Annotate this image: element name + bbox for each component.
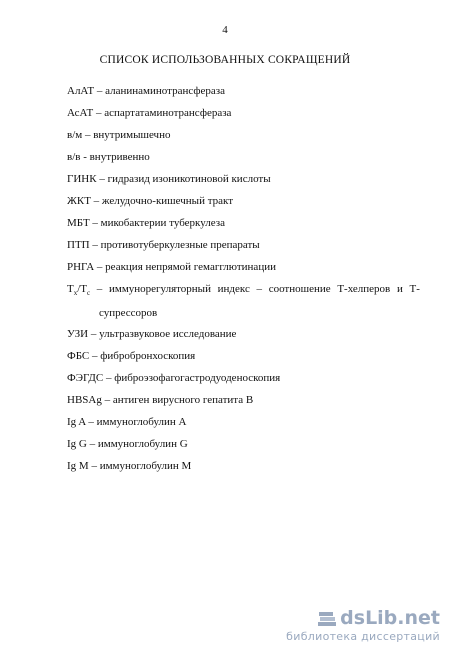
list-item — [67, 239, 427, 251]
definition-word: – — [256, 283, 263, 295]
abbreviation-term: Ig M — [67, 460, 89, 473]
definition-word: Т- — [409, 283, 420, 295]
abbreviation-definition: – аланинаминотрансфераза — [94, 85, 225, 97]
abbreviation-list — [67, 85, 427, 482]
definition-word: индекс — [217, 283, 250, 295]
abbreviation-entry-wrapped — [67, 283, 427, 319]
list-item — [67, 283, 427, 319]
abbreviation-definition: – ультразвуковое исследование — [88, 328, 237, 341]
watermark — [286, 608, 440, 643]
abbreviation-definition: - внутривенно — [80, 151, 150, 163]
term-separator: /Т — [77, 283, 88, 295]
list-item — [67, 350, 427, 362]
list-item — [67, 129, 427, 141]
abbreviation-line — [67, 283, 420, 299]
abbreviation-term: ПТП — [67, 239, 90, 251]
abbreviation-term: ФЭГДС — [67, 372, 104, 385]
term-letter: Т — [67, 283, 74, 295]
abbreviation-term: УЗИ — [67, 328, 89, 341]
definition-word: соотношение — [268, 283, 331, 295]
term-subscript: х — [73, 289, 78, 298]
abbreviation-term: ФБС — [67, 350, 90, 363]
abbreviation-term: в/м — [67, 129, 83, 141]
abbreviation-definition: – внутримышечно — [82, 129, 171, 141]
page-title: СПИСОК ИСПОЛЬЗОВАННЫХ СОКРАЩЕНИЙ — [99, 54, 351, 66]
abbreviation-definition: – иммуноглобулин G — [86, 438, 188, 451]
list-item — [67, 416, 427, 428]
abbreviation-term — [67, 283, 90, 299]
definition-word: – — [96, 283, 103, 295]
abbreviation-term: HBSAg — [67, 394, 102, 407]
list-item — [67, 394, 427, 406]
definition-word: и — [396, 283, 403, 295]
abbreviation-definition: – гидразид изоникотиновой кислоты — [96, 173, 271, 185]
list-item — [67, 151, 427, 163]
term-subscript: с — [87, 289, 91, 298]
list-item — [67, 173, 427, 185]
abbreviation-term: ЖКТ — [67, 195, 91, 207]
abbreviation-term: Ig A — [67, 416, 86, 429]
definition-word: иммунорегуляторный — [108, 283, 211, 295]
watermark-logo-text: dsLib.net — [340, 607, 440, 629]
abbreviation-term: в/в — [67, 151, 81, 163]
list-item — [67, 195, 427, 207]
list-item — [67, 217, 427, 229]
abbreviation-definition: – желудочно-кишечный тракт — [90, 195, 234, 207]
abbreviation-term: ГИНК — [67, 173, 97, 185]
list-item — [67, 107, 427, 119]
abbreviation-term: РНГА — [67, 261, 95, 273]
list-item — [67, 460, 427, 472]
abbreviation-definition: – антиген вирусного гепатита В — [101, 394, 254, 407]
abbreviation-definition: – реакция непрямой гемагглютинации — [94, 261, 276, 273]
abbreviation-definition: – аспартатаминотрансфераза — [93, 107, 232, 119]
watermark-logo — [286, 608, 440, 628]
list-item — [67, 261, 427, 273]
abbreviation-definition-continuation: супрессоров — [99, 307, 158, 320]
abbreviation-term: Ig G — [67, 438, 87, 451]
abbreviation-definition: – иммуноглобулин М — [88, 460, 192, 473]
abbreviation-term: АсАТ — [67, 107, 94, 119]
list-item — [67, 372, 427, 384]
abbreviation-definition: – противотуберкулезные препараты — [89, 239, 260, 251]
page-number: 4 — [222, 24, 228, 36]
abbreviation-term: АлАТ — [67, 85, 95, 97]
list-item — [67, 438, 427, 450]
abbreviation-definition: – фибробронхоскопия — [89, 350, 196, 363]
abbreviation-definition: – фиброэзофагогастродуоденоскопия — [103, 372, 281, 385]
abbreviation-definition: – микобактерии туберкулеза — [89, 217, 225, 229]
abbreviation-term: МБТ — [67, 217, 90, 229]
watermark-subtitle: библиотека диссертаций — [286, 630, 440, 643]
book-stack-icon — [317, 610, 337, 628]
list-item — [67, 328, 427, 340]
definition-word: Т-хелперов — [337, 283, 391, 295]
abbreviation-definition: – иммуноглобулин А — [85, 416, 187, 429]
list-item — [67, 85, 427, 97]
